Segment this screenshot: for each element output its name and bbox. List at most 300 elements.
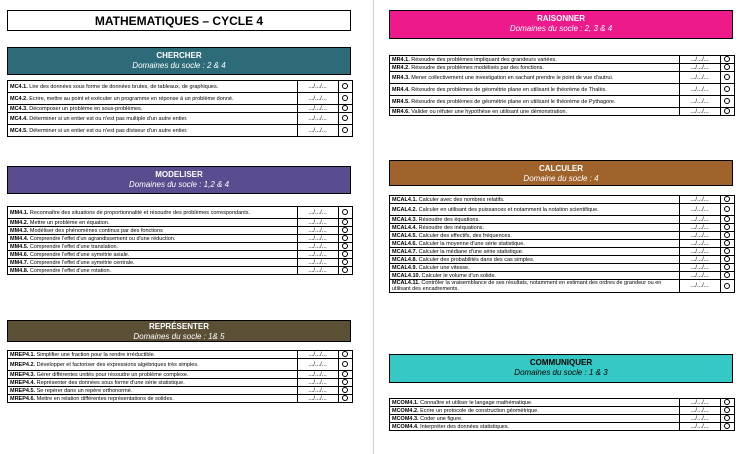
circle-icon (342, 371, 348, 377)
competency-code: MM4.7. (10, 259, 29, 266)
competency-description: Résoudre des problèmes impliquant des grandeurs variées. (411, 56, 557, 63)
competency-code: MCAL4.3. (392, 216, 418, 223)
competency-code: MREP4.6. (10, 395, 36, 402)
competency-description: Reconnaître des situations de proportionnalité et résoudre des problèmes correspondants. (29, 209, 251, 216)
competency-text (8, 227, 298, 235)
validation-circle[interactable] (720, 216, 734, 224)
competency-text (390, 280, 680, 293)
competency-code: MR4.1. (392, 56, 410, 63)
competency-description: Mettre un problème en équation. (29, 219, 110, 226)
date-field[interactable]: .../.../... (297, 351, 338, 359)
competency-row (8, 125, 353, 137)
competency-description: Gérer différentes unités pour résoudre un problème complexe. (36, 371, 189, 378)
competency-text (8, 105, 298, 113)
competency-row (390, 204, 735, 216)
competency-description: Mettre en relation différentes représentations de solides. (36, 395, 174, 402)
competency-text (390, 423, 680, 431)
competency-description: Décomposer un problème en sous-problèmes. (29, 105, 143, 112)
validation-circle[interactable] (720, 399, 734, 407)
competency-code: MCAL4.7. (392, 248, 418, 255)
date-field[interactable]: .../.../... (679, 415, 720, 423)
competency-text (8, 379, 298, 387)
competency-row (390, 264, 735, 272)
section-header-calculer (389, 160, 733, 186)
competency-code: MC4.4. (10, 115, 28, 122)
competency-code: MCAL4.1. (392, 196, 418, 203)
competency-description: Coder une figure. (420, 415, 463, 422)
competency-code: MR4.4. (392, 86, 410, 93)
circle-icon (724, 423, 730, 429)
column-divider (373, 0, 374, 454)
competency-text (8, 207, 298, 219)
circle-icon (724, 415, 730, 421)
competency-text (8, 113, 298, 125)
competency-text (390, 224, 680, 232)
circle-icon (342, 267, 348, 273)
circle-icon (342, 259, 348, 265)
competency-code: MCAL4.6. (392, 240, 418, 247)
competency-text (390, 84, 680, 96)
competency-code: MCAL4.8. (392, 256, 418, 263)
competency-row (390, 196, 735, 204)
section-subtitle: Domaines du socle : 1& 5 (133, 332, 225, 341)
circle-icon (342, 395, 348, 401)
page-title: MATHEMATIQUES – CYCLE 4 (7, 10, 351, 31)
competency-row (8, 105, 353, 113)
competency-row (8, 359, 353, 371)
date-field[interactable]: .../.../... (297, 235, 338, 243)
competency-code: MREP4.4. (10, 379, 36, 386)
competency-text (390, 72, 680, 84)
competency-description: Comprendre l'effet d'une symétrie axiale. (29, 251, 130, 258)
competency-description: Calculer des effectifs, des fréquences. (418, 232, 512, 239)
competency-row (8, 351, 353, 359)
competency-code: MREP4.3. (10, 371, 36, 378)
circle-icon (342, 351, 348, 357)
competency-row (8, 113, 353, 125)
circle-icon (342, 387, 348, 393)
competency-code: MM4.5. (10, 243, 29, 250)
validation-circle[interactable] (720, 407, 734, 415)
competency-code: MCOM4.2. (392, 407, 419, 414)
circle-icon (342, 115, 348, 121)
competency-row (390, 407, 735, 415)
competency-text (390, 240, 680, 248)
competency-row (390, 256, 735, 264)
validation-circle[interactable] (720, 415, 734, 423)
section-header-communiquer (389, 354, 733, 383)
validation-circle[interactable] (338, 105, 352, 113)
items-table-modeliser (7, 206, 353, 275)
validation-circle[interactable] (720, 224, 734, 232)
competency-row (8, 219, 353, 227)
competency-row (8, 387, 353, 395)
competency-code: MREP4.2. (10, 361, 36, 368)
date-field[interactable]: .../.../... (679, 96, 720, 108)
date-field[interactable]: .../.../... (679, 224, 720, 232)
validation-circle[interactable] (720, 248, 734, 256)
competency-description: Calculer la médiane d'une série statistique. (418, 248, 524, 255)
competency-code: MCAL4.4. (392, 224, 418, 231)
circle-icon (342, 251, 348, 257)
competency-text (390, 64, 680, 72)
section-title: CHERCHER (156, 51, 202, 60)
competency-row (8, 207, 353, 219)
competency-description: Simplifier une fraction pour la rendre irréductible. (36, 351, 156, 358)
validation-circle[interactable] (338, 387, 352, 395)
date-field[interactable]: .../.../... (679, 399, 720, 407)
validation-circle[interactable] (720, 84, 734, 96)
competency-description: Résoudre des équations. (418, 216, 480, 223)
circle-icon (342, 127, 348, 133)
competency-row (8, 259, 353, 267)
circle-icon (724, 224, 730, 230)
competency-description: Modéliser des phénomènes continus par des fonctions (29, 227, 163, 234)
competency-row (390, 84, 735, 96)
competency-row (8, 227, 353, 235)
competency-description: Calculer en utilisant des puissances et notamment la notation scientifique. (418, 206, 599, 213)
date-field[interactable]: .../.../... (679, 56, 720, 64)
competency-row (8, 81, 353, 93)
competency-row (8, 379, 353, 387)
competency-row (390, 415, 735, 423)
competency-text (8, 395, 298, 403)
competency-row (390, 399, 735, 407)
date-field[interactable]: .../.../... (297, 371, 338, 379)
validation-circle[interactable] (338, 227, 352, 235)
competency-text (8, 219, 298, 227)
section-header-representer (7, 320, 351, 342)
circle-icon (724, 248, 730, 254)
competency-text (390, 415, 680, 423)
validation-circle[interactable] (338, 81, 352, 93)
section-header-chercher (7, 47, 351, 75)
date-field[interactable]: .../.../... (297, 219, 338, 227)
competency-description: Résoudre des problèmes de géométrie plane en utilisant le théorème de Pythagore. (411, 98, 616, 105)
competency-row (390, 423, 735, 431)
competency-text (8, 243, 298, 251)
validation-circle[interactable] (338, 259, 352, 267)
date-field[interactable]: .../.../... (297, 395, 338, 403)
competency-row (8, 251, 353, 259)
competency-description: Lire des données sous forme de données brutes, de tableaux, de graphiques. (29, 83, 219, 90)
section-header-raisonner (389, 10, 733, 39)
competency-code: MCAL4.9. (392, 264, 418, 271)
competency-text (8, 235, 298, 243)
competency-row (390, 224, 735, 232)
circle-icon (342, 83, 348, 89)
date-field[interactable]: .../.../... (297, 251, 338, 259)
validation-circle[interactable] (338, 351, 352, 359)
circle-icon (342, 379, 348, 385)
validation-circle[interactable] (338, 113, 352, 125)
competency-text (390, 216, 680, 224)
competency-row (390, 108, 735, 116)
circle-icon (724, 407, 730, 413)
circle-icon (724, 108, 730, 114)
date-field[interactable]: .../.../... (679, 84, 720, 96)
competency-code: MM4.8. (10, 267, 29, 274)
competency-row (8, 371, 353, 379)
competency-description: Calculer des probabilités dans des cas simples. (418, 256, 535, 263)
competency-code: MR4.2. (392, 64, 410, 71)
section-subtitle: Domaine du socle : 4 (523, 174, 599, 183)
validation-circle[interactable] (720, 423, 734, 431)
validation-circle[interactable] (338, 93, 352, 105)
validation-circle[interactable] (720, 204, 734, 216)
validation-circle[interactable] (338, 267, 352, 275)
date-field[interactable]: .../.../... (297, 267, 338, 275)
validation-circle[interactable] (720, 72, 734, 84)
competency-text (390, 264, 680, 272)
competency-description: Valider ou réfuter une hypothèse en utilisant une démonstration. (411, 108, 568, 115)
competency-code: MM4.6. (10, 251, 29, 258)
date-field[interactable]: .../.../... (297, 227, 338, 235)
circle-icon (342, 209, 348, 215)
validation-circle[interactable] (338, 243, 352, 251)
competency-code: MM4.1. (10, 209, 29, 216)
date-field[interactable]: .../.../... (297, 113, 338, 125)
date-field[interactable]: .../.../... (679, 272, 720, 280)
validation-circle[interactable] (338, 359, 352, 371)
competency-description: Résoudre des problèmes de géométrie plane en utilisant le théorème de Thalès. (411, 86, 607, 93)
competency-text (8, 125, 298, 137)
competency-text (390, 56, 680, 64)
circle-icon (724, 283, 730, 289)
date-field[interactable]: .../.../... (679, 196, 720, 204)
competency-text (390, 108, 680, 116)
competency-text (8, 259, 298, 267)
validation-circle[interactable] (338, 395, 352, 403)
competency-code: MCAL4.11. (392, 280, 420, 286)
competency-text (8, 359, 298, 371)
section-title: COMMUNIQUER (529, 358, 593, 367)
competency-code: MC4.3. (10, 105, 28, 112)
items-table-communiquer (389, 398, 735, 431)
competency-row (390, 72, 735, 84)
circle-icon (342, 243, 348, 249)
circle-icon (342, 219, 348, 225)
date-field[interactable]: .../.../... (679, 108, 720, 116)
competency-text (8, 93, 298, 105)
section-title: MODELISER (155, 170, 203, 179)
competency-description: Se repérer dans un repère orthonormé. (36, 387, 133, 394)
validation-circle[interactable] (720, 272, 734, 280)
circle-icon (724, 240, 730, 246)
competency-text (390, 248, 680, 256)
validation-circle[interactable] (720, 96, 734, 108)
validation-circle[interactable] (720, 280, 734, 293)
competency-row (8, 267, 353, 275)
date-field[interactable]: .../.../... (679, 204, 720, 216)
date-field[interactable]: .../.../... (297, 359, 338, 371)
competency-description: Ecrire, mettre au point et exécuter un programme en réponse à un problème donné. (29, 95, 234, 102)
competency-row (390, 280, 735, 293)
competency-row (390, 272, 735, 280)
competency-row (390, 232, 735, 240)
competency-description: Calculer avec des nombres relatifs. (418, 196, 505, 203)
section-subtitle: Domaines du socle : 2 & 4 (132, 61, 226, 70)
competency-row (390, 248, 735, 256)
competency-text (8, 371, 298, 379)
date-field[interactable]: .../.../... (297, 207, 338, 219)
competency-row (390, 216, 735, 224)
items-table-raisonner (389, 55, 735, 116)
competency-description: Comprendre l'effet d'une translation. (29, 243, 119, 250)
competency-code: MCAL4.5. (392, 232, 418, 239)
section-subtitle: Domaines du socle : 2, 3 & 4 (509, 24, 613, 33)
section-subtitle: Domaines du socle : 1 & 3 (514, 368, 608, 377)
date-field[interactable]: .../.../... (679, 240, 720, 248)
competency-description: Ecrire un protocole de construction géométrique. (420, 407, 539, 414)
competency-code: MC4.2. (10, 95, 28, 102)
competency-text (390, 232, 680, 240)
date-field[interactable]: .../.../... (679, 232, 720, 240)
circle-icon (724, 216, 730, 222)
date-field[interactable]: .../.../... (297, 259, 338, 267)
circle-icon (724, 56, 730, 62)
items-table-representer (7, 350, 353, 403)
competency-code: MR4.5. (392, 98, 410, 105)
competency-code: MREP4.5. (10, 387, 36, 394)
competency-row (390, 240, 735, 248)
circle-icon (342, 105, 348, 111)
competency-row (390, 64, 735, 72)
circle-icon (724, 206, 730, 212)
competency-description: Mener collectivement une investigation en sachant prendre le point de vue d'autrui. (411, 74, 614, 81)
competency-text (8, 81, 298, 93)
date-field[interactable]: .../.../... (679, 64, 720, 72)
validation-circle[interactable] (720, 196, 734, 204)
competency-description: Représenter des données sous forme d'une série statistique. (36, 379, 185, 386)
circle-icon (724, 98, 730, 104)
date-field[interactable]: .../.../... (297, 81, 338, 93)
competency-code: MM4.3. (10, 227, 29, 234)
competency-text (390, 399, 680, 407)
competency-description: Déterminer si un entier est ou n'est pas diviseur d'un autre entier. (29, 127, 188, 134)
competency-code: MC4.5. (10, 127, 28, 134)
date-field[interactable]: .../.../... (297, 93, 338, 105)
competency-text (390, 96, 680, 108)
circle-icon (724, 64, 730, 70)
competency-text (8, 251, 298, 259)
validation-circle[interactable] (720, 264, 734, 272)
validation-circle[interactable] (720, 108, 734, 116)
circle-icon (724, 256, 730, 262)
section-subtitle: Domaines du socle : 1,2 & 4 (128, 180, 230, 189)
section-title: CALCULER (539, 164, 583, 173)
date-field[interactable]: .../.../... (297, 105, 338, 113)
competency-text (390, 204, 680, 216)
competency-text (390, 196, 680, 204)
date-field[interactable]: .../.../... (297, 125, 338, 137)
competency-row (8, 93, 353, 105)
competency-description: Calculer le volume d'un solide. (421, 272, 497, 279)
competency-row (8, 235, 353, 243)
competency-description: Déterminer si un entier est ou n'est pas multiple d'un autre entier. (29, 115, 188, 122)
competency-code: MREP4.1. (10, 351, 36, 358)
competency-code: MCOM4.4. (392, 423, 419, 430)
date-field[interactable]: .../.../... (297, 379, 338, 387)
competency-code: MCAL4.2. (392, 206, 418, 213)
validation-circle[interactable] (338, 219, 352, 227)
date-field[interactable]: .../.../... (297, 387, 338, 395)
competency-code: MR4.6. (392, 108, 410, 115)
date-field[interactable]: .../.../... (297, 243, 338, 251)
competency-description: Développer et factoriser des expressions algébriques très simples. (36, 361, 199, 368)
section-title: RAISONNER (536, 14, 585, 23)
competency-description: Contrôler la vraisemblance de ses résultats, notamment en estimant des ordres de grandeur ou en utilisant des encadrements. (392, 280, 662, 292)
competency-text (390, 256, 680, 264)
competency-description: Résoudre des problèmes modélisés par des fonctions. (411, 64, 544, 71)
date-field[interactable]: .../.../... (679, 407, 720, 415)
date-field[interactable]: .../.../... (679, 280, 720, 293)
validation-circle[interactable] (720, 256, 734, 264)
competency-row (8, 243, 353, 251)
date-field[interactable]: .../.../... (679, 423, 720, 431)
items-table-chercher (7, 80, 353, 137)
validation-circle[interactable] (338, 379, 352, 387)
competency-row (390, 96, 735, 108)
competency-code: MC4.1. (10, 83, 28, 90)
circle-icon (342, 227, 348, 233)
items-table-calculer (389, 195, 735, 293)
circle-icon (724, 272, 730, 278)
validation-circle[interactable] (338, 207, 352, 219)
circle-icon (724, 86, 730, 92)
date-field[interactable]: .../.../... (679, 264, 720, 272)
date-field[interactable]: .../.../... (679, 256, 720, 264)
competency-text (390, 407, 680, 415)
competency-code: MCAL4.10. (392, 272, 421, 279)
competency-description: Calculer la moyenne d'une série statistique. (418, 240, 525, 247)
date-field[interactable]: .../.../... (679, 248, 720, 256)
competency-row (390, 56, 735, 64)
validation-circle[interactable] (338, 125, 352, 137)
competency-code: MCOM4.3. (392, 415, 419, 422)
competency-text (8, 351, 298, 359)
competency-text (8, 267, 298, 275)
competency-code: MM4.2. (10, 219, 29, 226)
competency-description: Comprendre l'effet d'une symétrie centrale. (29, 259, 135, 266)
section-title: REPRÉSENTER (148, 322, 209, 331)
competency-description: Calculer une vitesse. (418, 264, 470, 271)
circle-icon (342, 95, 348, 101)
competency-row (8, 395, 353, 403)
date-field[interactable]: .../.../... (679, 72, 720, 84)
competency-text (8, 387, 298, 395)
competency-code: MCOM4.1. (392, 399, 419, 406)
competency-description: Comprendre l'effet d'une rotation. (29, 267, 112, 274)
validation-circle[interactable] (338, 235, 352, 243)
validation-circle[interactable] (338, 371, 352, 379)
validation-circle[interactable] (720, 56, 734, 64)
circle-icon (724, 74, 730, 80)
circle-icon (724, 399, 730, 405)
circle-icon (342, 361, 348, 367)
circle-icon (724, 232, 730, 238)
validation-circle[interactable] (720, 64, 734, 72)
validation-circle[interactable] (720, 240, 734, 248)
competency-code: MR4.3. (392, 74, 410, 81)
competency-text (390, 272, 680, 280)
circle-icon (342, 235, 348, 241)
validation-circle[interactable] (338, 251, 352, 259)
competency-description: Connaître et utiliser le langage mathématique. (420, 399, 533, 406)
circle-icon (724, 196, 730, 202)
date-field[interactable]: .../.../... (679, 216, 720, 224)
validation-circle[interactable] (720, 232, 734, 240)
